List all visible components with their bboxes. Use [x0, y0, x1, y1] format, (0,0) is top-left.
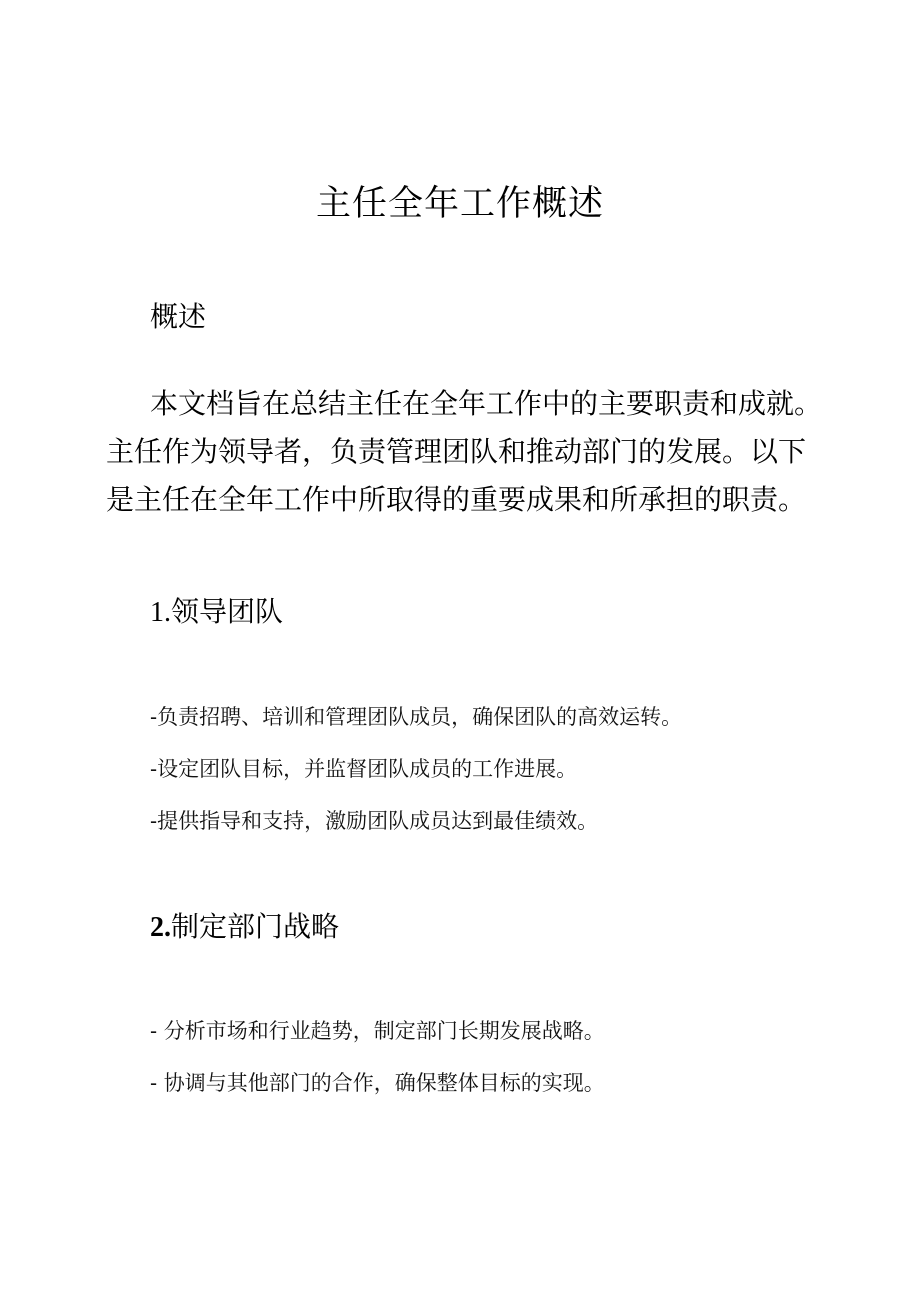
list-item: - 协调与其他部门的合作，确保整体目标的实现。 — [150, 1071, 605, 1095]
paragraph-line: 主任作为领导者，负责管理团队和推动部门的发展。以下 — [106, 435, 807, 468]
section-title: 领导团队 — [171, 595, 284, 628]
overview-heading: 概述 — [150, 300, 207, 333]
section-title: 制定部门战略 — [171, 910, 340, 943]
section-list-strategy — [150, 1014, 605, 1118]
list-item: -负责招聘、培训和管理团队成员，确保团队的高效运转。 — [150, 705, 683, 729]
list-item: -设定团队目标，并监督团队成员的工作进展。 — [150, 757, 578, 781]
section-number: 1. — [150, 597, 171, 628]
document-title: 主任全年工作概述 — [315, 184, 604, 224]
list-item: - 分析市场和行业趋势，制定部门长期发展战略。 — [150, 1019, 605, 1043]
section-heading-strategy — [150, 906, 339, 949]
section-number: 2. — [150, 912, 171, 943]
section-heading-lead-team — [150, 591, 283, 634]
paragraph-line: 本文档旨在总结主任在全年工作中的主要职责和成就。 — [150, 387, 823, 420]
paragraph-line: 是主任在全年工作中所取得的重要成果和所承担的职责。 — [106, 483, 807, 516]
list-item: -提供指导和支持，激励团队成员达到最佳绩效。 — [150, 809, 599, 833]
section-list-lead-team — [150, 700, 682, 856]
overview-paragraph — [106, 380, 823, 524]
